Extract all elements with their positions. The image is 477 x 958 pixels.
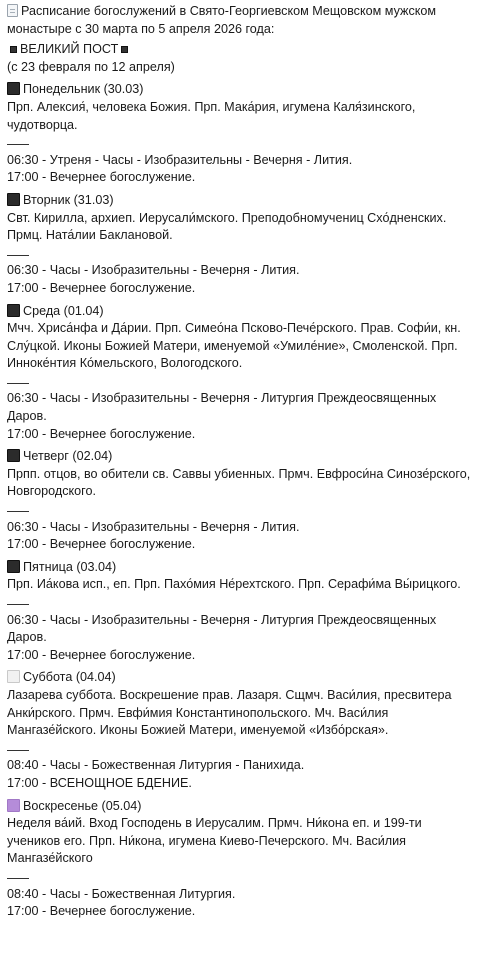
day-block-friday bbox=[7, 559, 471, 665]
service-line: 06:30 - Часы - Изобразительны - Вечерня - Лития. bbox=[7, 519, 300, 534]
divider bbox=[7, 245, 471, 263]
day-heading bbox=[7, 559, 471, 577]
day-saints: Прп. Алексия́, человека Божия. Прп. Мака́рия, игумена Каля́зинского, чудотворца. bbox=[7, 99, 416, 132]
day-heading bbox=[7, 81, 471, 99]
day-block-thursday bbox=[7, 448, 471, 554]
divider bbox=[7, 373, 471, 391]
day-saints: Свт. Кирилла, архиеп. Иерусали́мского. Преподобномучениц Схо́дненских. Прмц. Ната́лии Баклановой. bbox=[7, 210, 447, 243]
service-line: 08:40 - Часы - Божественная Литургия. bbox=[7, 886, 236, 901]
service-line: 17:00 - ВСЕНОЩНОЕ БДЕНИЕ. bbox=[7, 775, 192, 790]
period-name: ВЕЛИКИЙ ПОСТ bbox=[20, 42, 119, 57]
day-saints: Прпп. отцов, во обители св. Саввы убиенных. Прмч. Евфроси́на Синозе́рского, Новгородского. bbox=[7, 466, 471, 499]
day-block-tuesday bbox=[7, 192, 471, 298]
schedule-title: Расписание богослужений в Свято-Георгиевском Мещовском мужском монастыре с 30 марта по 5 апреля 2026 года: bbox=[7, 4, 437, 36]
black-square-icon bbox=[7, 449, 20, 462]
day-heading bbox=[7, 192, 471, 210]
service-line: 17:00 - Вечернее богослужение. bbox=[7, 426, 196, 441]
divider bbox=[7, 868, 471, 886]
black-square-icon bbox=[121, 46, 128, 53]
service-line: 06:30 - Часы - Изобразительны - Вечерня - Литургия Преждеосвященных Даров. bbox=[7, 391, 437, 424]
day-heading bbox=[7, 669, 471, 687]
service-line: 06:30 - Часы - Изобразительны - Вечерня - Литургия Преждеосвященных Даров. bbox=[7, 612, 437, 645]
black-square-icon bbox=[7, 82, 20, 95]
day-saints: Прп. Иа́кова исп., еп. Прп. Пахо́мия Не́рехтского. Прп. Серафи́ма Вы́рицкого. bbox=[7, 577, 461, 592]
service-line: 17:00 - Вечернее богослужение. bbox=[7, 537, 196, 552]
day-heading bbox=[7, 448, 471, 466]
divider bbox=[7, 501, 471, 519]
black-square-icon bbox=[10, 46, 17, 53]
day-block-wednesday bbox=[7, 303, 471, 444]
divider bbox=[7, 594, 471, 612]
day-heading bbox=[7, 303, 471, 321]
purple-square-icon bbox=[7, 799, 20, 812]
divider bbox=[7, 740, 471, 758]
day-saints: Мчч. Хриса́нфа и Да́рии. Прп. Симео́на Псково-Пече́рского. Прав. Софи́и, кн. Слу́цкой. Иконы Божией Матери, именуемой «Умиле́ние», Смоленской. Прп. Иннoке́нтия Ко́мельского, Вологодского. bbox=[7, 321, 461, 371]
service-line: 17:00 - Вечернее богослужение. bbox=[7, 170, 196, 185]
service-line: 17:00 - Вечернее богослужение. bbox=[7, 280, 196, 295]
service-line: 06:30 - Утреня - Часы - Изобразительны - Вечерня - Лития. bbox=[7, 152, 353, 167]
day-saints: Лазарева суббота. Воскрешение прав. Лазаря. Сщмч. Васи́лия, пресвитера Анки́рского. Прмч. Евфи́мия Константинопольского. Мч. Васи́лия Мангазе́йского. Иконы Божией Матери, именуемой «Избо́рская». bbox=[7, 687, 452, 738]
period-dates: (с 23 февраля по 12 апреля) bbox=[7, 59, 175, 74]
service-line: 17:00 - Вечернее богослужение. bbox=[7, 647, 196, 662]
day-block-monday bbox=[7, 81, 471, 187]
day-heading bbox=[7, 798, 471, 816]
service-line: 08:40 - Часы - Божественная Литургия - Панихида. bbox=[7, 758, 305, 773]
black-square-icon bbox=[7, 560, 20, 573]
service-line: 06:30 - Часы - Изобразительны - Вечерня - Лития. bbox=[7, 263, 300, 278]
day-title: Четверг (02.04) bbox=[23, 449, 113, 464]
service-line: 17:00 - Вечернее богослужение. bbox=[7, 904, 196, 919]
white-square-icon bbox=[7, 670, 20, 683]
day-title: Вторник (31.03) bbox=[23, 192, 114, 207]
day-title: Среда (01.04) bbox=[23, 303, 104, 318]
document-icon bbox=[7, 4, 18, 17]
black-square-icon bbox=[7, 304, 20, 317]
day-title: Понедельник (30.03) bbox=[23, 82, 144, 97]
day-title: Пятница (03.04) bbox=[23, 559, 117, 574]
day-title: Суббота (04.04) bbox=[23, 670, 116, 685]
lent-period bbox=[7, 41, 471, 76]
day-title: Воскресенье (05.04) bbox=[23, 798, 142, 813]
day-block-saturday bbox=[7, 669, 471, 792]
day-saints: Неделя ва́ий. Вход Господень в Иерусалим. Прмч. Ни́кона еп. и 199-ти учеников его. Прп. Ни́кона, игумена Киево-Печерского. Мч. Васи́лия Мангазе́йского bbox=[7, 816, 422, 866]
black-square-icon bbox=[7, 193, 20, 206]
divider bbox=[7, 134, 471, 152]
day-block-sunday bbox=[7, 798, 471, 921]
schedule-header bbox=[7, 3, 471, 38]
